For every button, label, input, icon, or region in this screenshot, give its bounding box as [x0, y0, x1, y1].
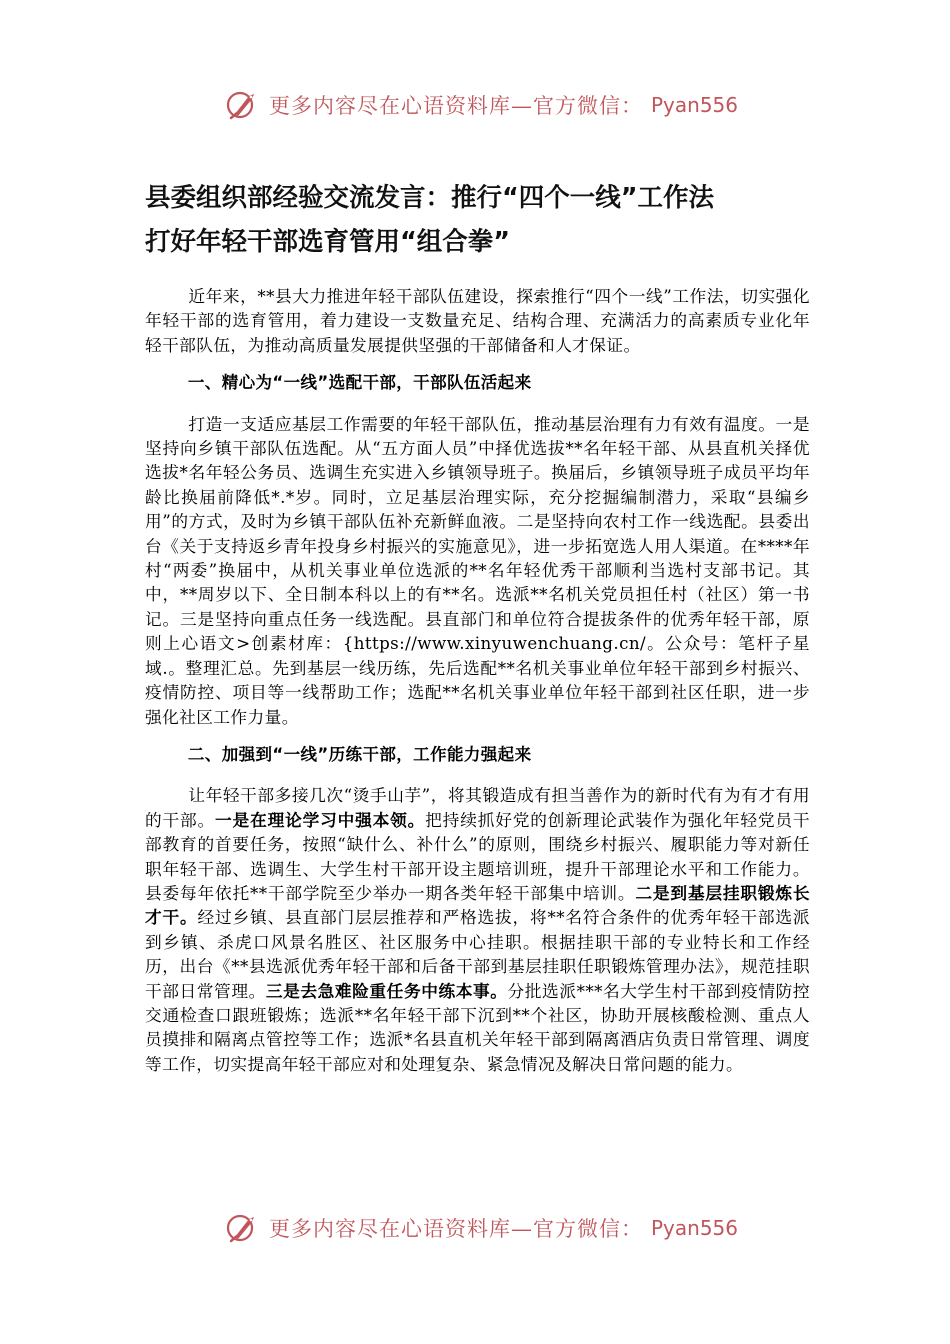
- section-2-text-3: 经过乡镇、县直部门层层推荐和严格选拔，将**名符合条件的优秀年轻干部选派到乡镇、杀虎口风景名胜区、社区服务中心挂职。根据挂职干部的专业特长和工作经历，出台《**县选派优秀年轻干部和后备干部到基层挂职任职锻炼管理办法》，规范挂职干部日常管理。: [145, 907, 810, 1001]
- watermark-wechat-id: Pyan556: [651, 1216, 739, 1240]
- section-heading-1: 一、精心为“一线”选配干部，干部队伍活起来: [187, 373, 532, 393]
- section-2-bold-3: 三是去急难险重任务中练本事。: [265, 980, 508, 1001]
- document-body: [145, 284, 810, 1076]
- section-2-paragraph: [145, 783, 810, 1076]
- section-2-bold-2: 二是到基层挂职锻炼长才干。: [145, 882, 810, 928]
- watermark-text: 更多内容尽在心语资料库—官方微信：: [269, 94, 643, 118]
- section-2-text-1: 让年轻干部多接几次“烫手山芋”，将其锻造成有担当善作为的新时代有为有才有用的干部。: [145, 785, 810, 830]
- pen-nib-logo-icon: [225, 1210, 261, 1246]
- section-heading-2: 二、加强到“一线”历练干部，工作能力强起来: [187, 744, 532, 764]
- header-watermark: [225, 85, 745, 125]
- document-title: [145, 176, 825, 264]
- section-2-text-4: 分批选派***名大学生村干部到疫情防控交通检查口跟班锻炼；选派**名年轻干部下沉到**个社区，协助开展核酸检测、重点人员摸排和隔离点管控等工作；选派*名县直机关年轻干部到隔离酒店负责日常管理、调度等工作，切实提高年轻干部应对和处理复杂、紧急情况及解决日常问题的能力。: [145, 980, 810, 1074]
- pen-nib-logo-icon: [225, 87, 261, 123]
- intro-paragraph: 近年来，**县大力推进年轻干部队伍建设，探索推行“四个一线”工作法，切实强化年轻干部的选育管用，着力建设一支数量充足、结构合理、充满活力的高素质专业化年轻干部队伍，为推动高质量发展提供坚强的干部储备和人才保证。: [145, 286, 810, 355]
- title-line-2: 打好年轻干部选育管用“组合拳”: [145, 227, 511, 257]
- watermark-text: 更多内容尽在心语资料库—官方微信：: [269, 1217, 643, 1241]
- watermark-wechat-id: Pyan556: [651, 93, 739, 117]
- footer-watermark: [225, 1208, 745, 1248]
- section-2-bold-1: 一是在理论学习中强本领。: [215, 809, 426, 830]
- title-line-1: 县委组织部经验交流发言：推行“四个一线”工作法: [145, 183, 715, 213]
- section-2-text-2: 把持续抓好党的创新理论武装作为强化年轻党员干部教育的首要任务，按照“缺什么、补什么”的原则，围绕乡村振兴、履职能力等对新任职年轻干部、选调生、大学生村干部开设主题培训班，提升干部理论水平和工作能力。县委每年依托**干部学院至少举办一期各类年轻干部集中培训。: [145, 809, 810, 903]
- section-1-paragraph: 打造一支适应基层工作需要的年轻干部队伍，推动基层治理有力有效有温度。一是坚持向乡镇干部队伍选配。从“五方面人员”中择优选拔**名年轻干部、从县直机关择优选拔*名年轻公务员、选调生充实进入乡镇领导班子。换届后，乡镇领导班子成员平均年龄比换届前降低*.*岁。同时，立足基层治理实际，充分挖掘编制潜力，采取“县编乡用”的方式，及时为乡镇干部队伍补充新鲜血液。二是坚持向农村工作一线选配。县委出台《关于支持返乡青年投身乡村振兴的实施意见》，进一步拓宽选人用人渠道。在****年村“两委”换届中，从机关事业单位选派的**名年轻优秀干部顺利当选村支部书记。其中，**周岁以下、全日制本科以上的有**名。选派**名机关党员担任村（社区）第一书记。三是坚持向重点任务一线选配。县直部门和单位符合提拔条件的优秀年轻干部，原则上心语文>创素材库：{https://www.xinyuwenchuang.cn/。公众号：笔杆子星域.。整理汇总。先到基层一线历练，先后选配**名机关事业单位年轻干部到乡村振兴、疫情防控、项目等一线帮助工作；选配**名机关事业单位年轻干部到社区任职，进一步强化社区工作力量。: [145, 413, 810, 727]
